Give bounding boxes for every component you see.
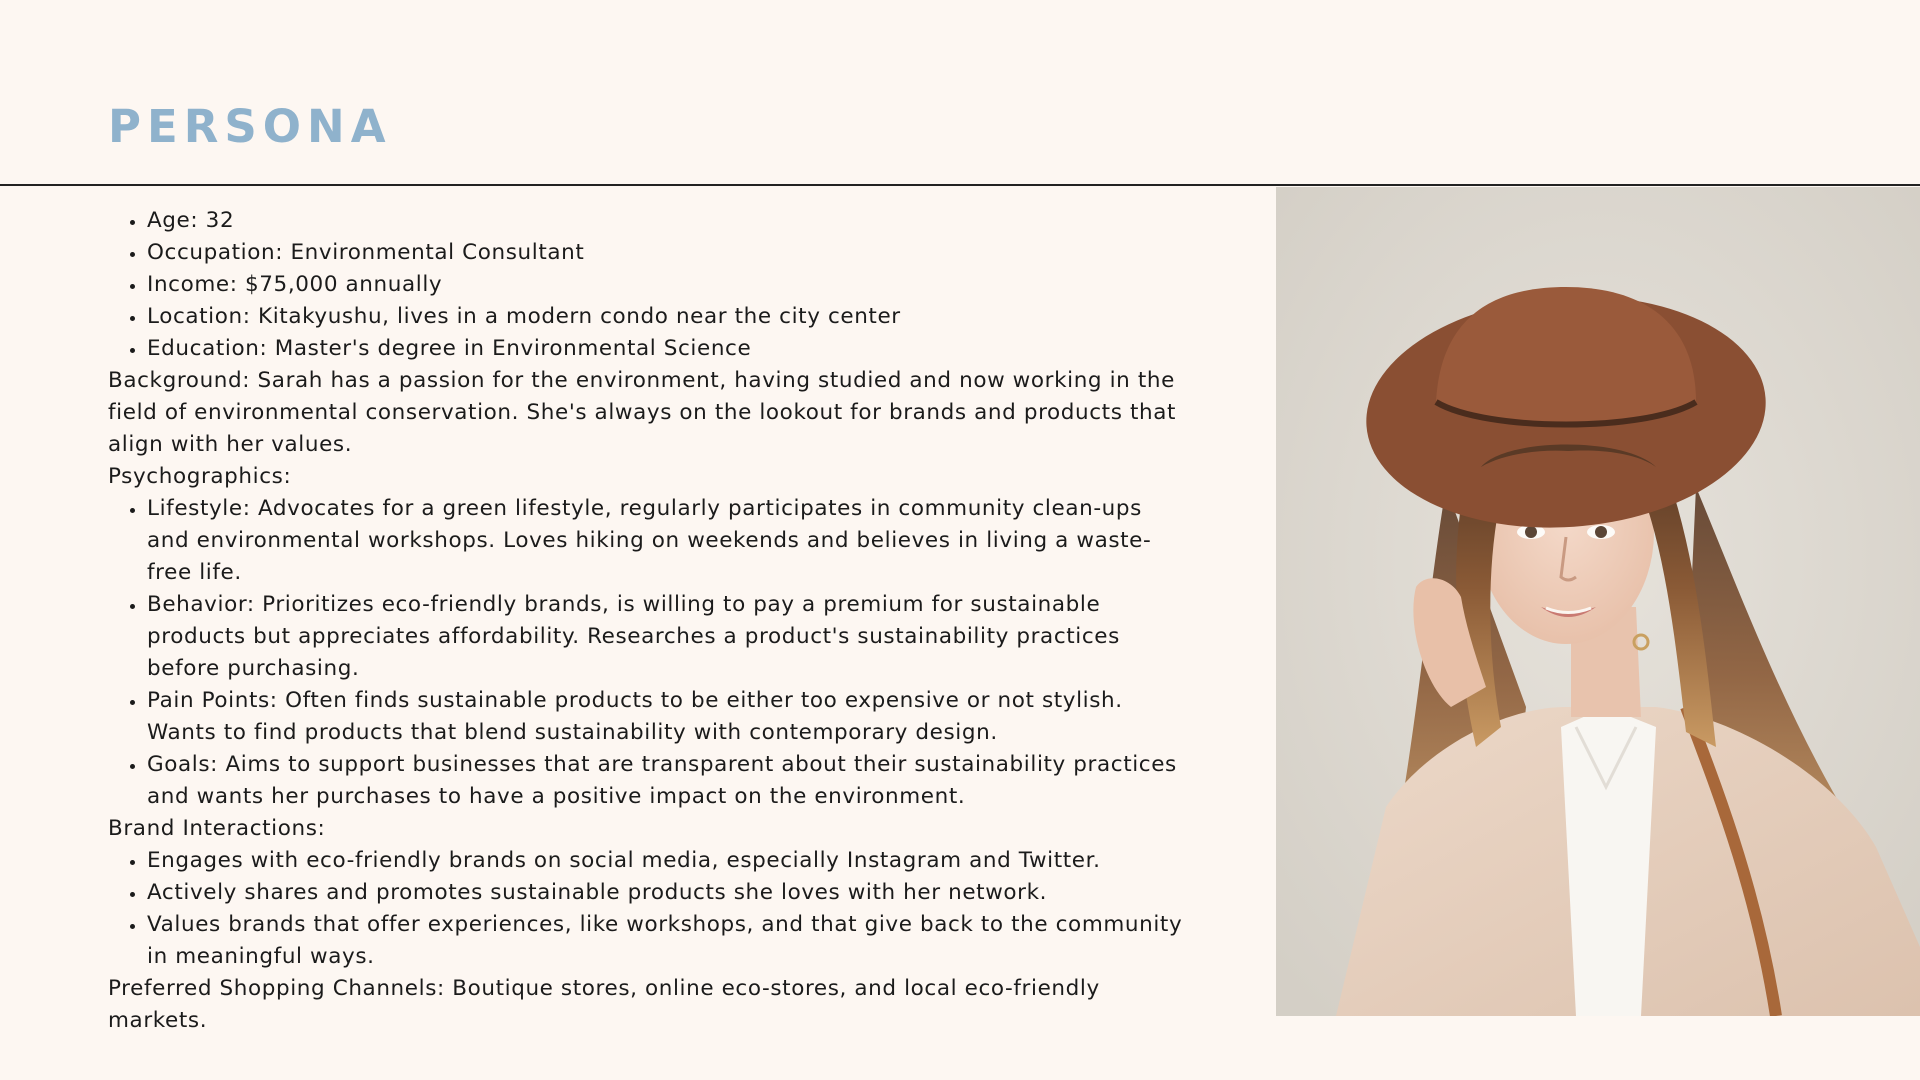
page-title: PERSONA — [108, 100, 392, 153]
psychographic-lifestyle: • Lifestyle: Advocates for a green lifestyle, regularly participates in community clean-ups and environmental workshops. Loves hiking on weekends and believes in living a waste-free life. — [147, 493, 1188, 589]
demographic-occupation: • Occupation: Environmental Consultant — [147, 237, 1188, 269]
demographics-list — [108, 205, 1188, 365]
psychographics-heading: Psychographics: — [108, 464, 292, 489]
background-paragraph: Background: Sarah has a passion for the environment, having studied and now working in the field of environmental conservation. She's always on the lookout for brands and products that align with her values. — [108, 368, 1177, 457]
psychographic-pain-points: • Pain Points: Often finds sustainable products to be either too expensive or not stylish. Wants to find products that blend sustainability with contemporary design. — [147, 685, 1188, 749]
brand-interaction-sharing: • Actively shares and promotes sustainable products she loves with her network. — [147, 877, 1188, 909]
brand-interactions-list — [108, 845, 1188, 973]
header-divider — [0, 184, 1920, 186]
shopping-channels-paragraph: Preferred Shopping Channels: Boutique stores, online eco-stores, and local eco-friendly markets. — [108, 976, 1100, 1033]
psychographics-list — [108, 493, 1188, 813]
demographic-education: • Education: Master's degree in Environmental Science — [147, 333, 1188, 365]
persona-photo — [1276, 187, 1920, 1016]
brand-interaction-values: • Values brands that offer experiences, like workshops, and that give back to the community in meaningful ways. — [147, 909, 1188, 973]
psychographic-behavior: • Behavior: Prioritizes eco-friendly brands, is willing to pay a premium for sustainable products but appreciates affordability. Researches a product's sustainability practices before purchasing. — [147, 589, 1188, 685]
demographic-age: • Age: 32 — [147, 205, 1188, 237]
persona-portrait-illustration — [1276, 187, 1920, 1016]
persona-details — [108, 205, 1188, 1037]
demographic-income: • Income: $75,000 annually — [147, 269, 1188, 301]
demographic-location: • Location: Kitakyushu, lives in a modern condo near the city center — [147, 301, 1188, 333]
brand-interactions-heading: Brand Interactions: — [108, 816, 326, 841]
psychographic-goals: • Goals: Aims to support businesses that are transparent about their sustainability practices and wants her purchases to have a positive impact on the environment. — [147, 749, 1188, 813]
brand-interaction-social: • Engages with eco-friendly brands on social media, especially Instagram and Twitter. — [147, 845, 1188, 877]
